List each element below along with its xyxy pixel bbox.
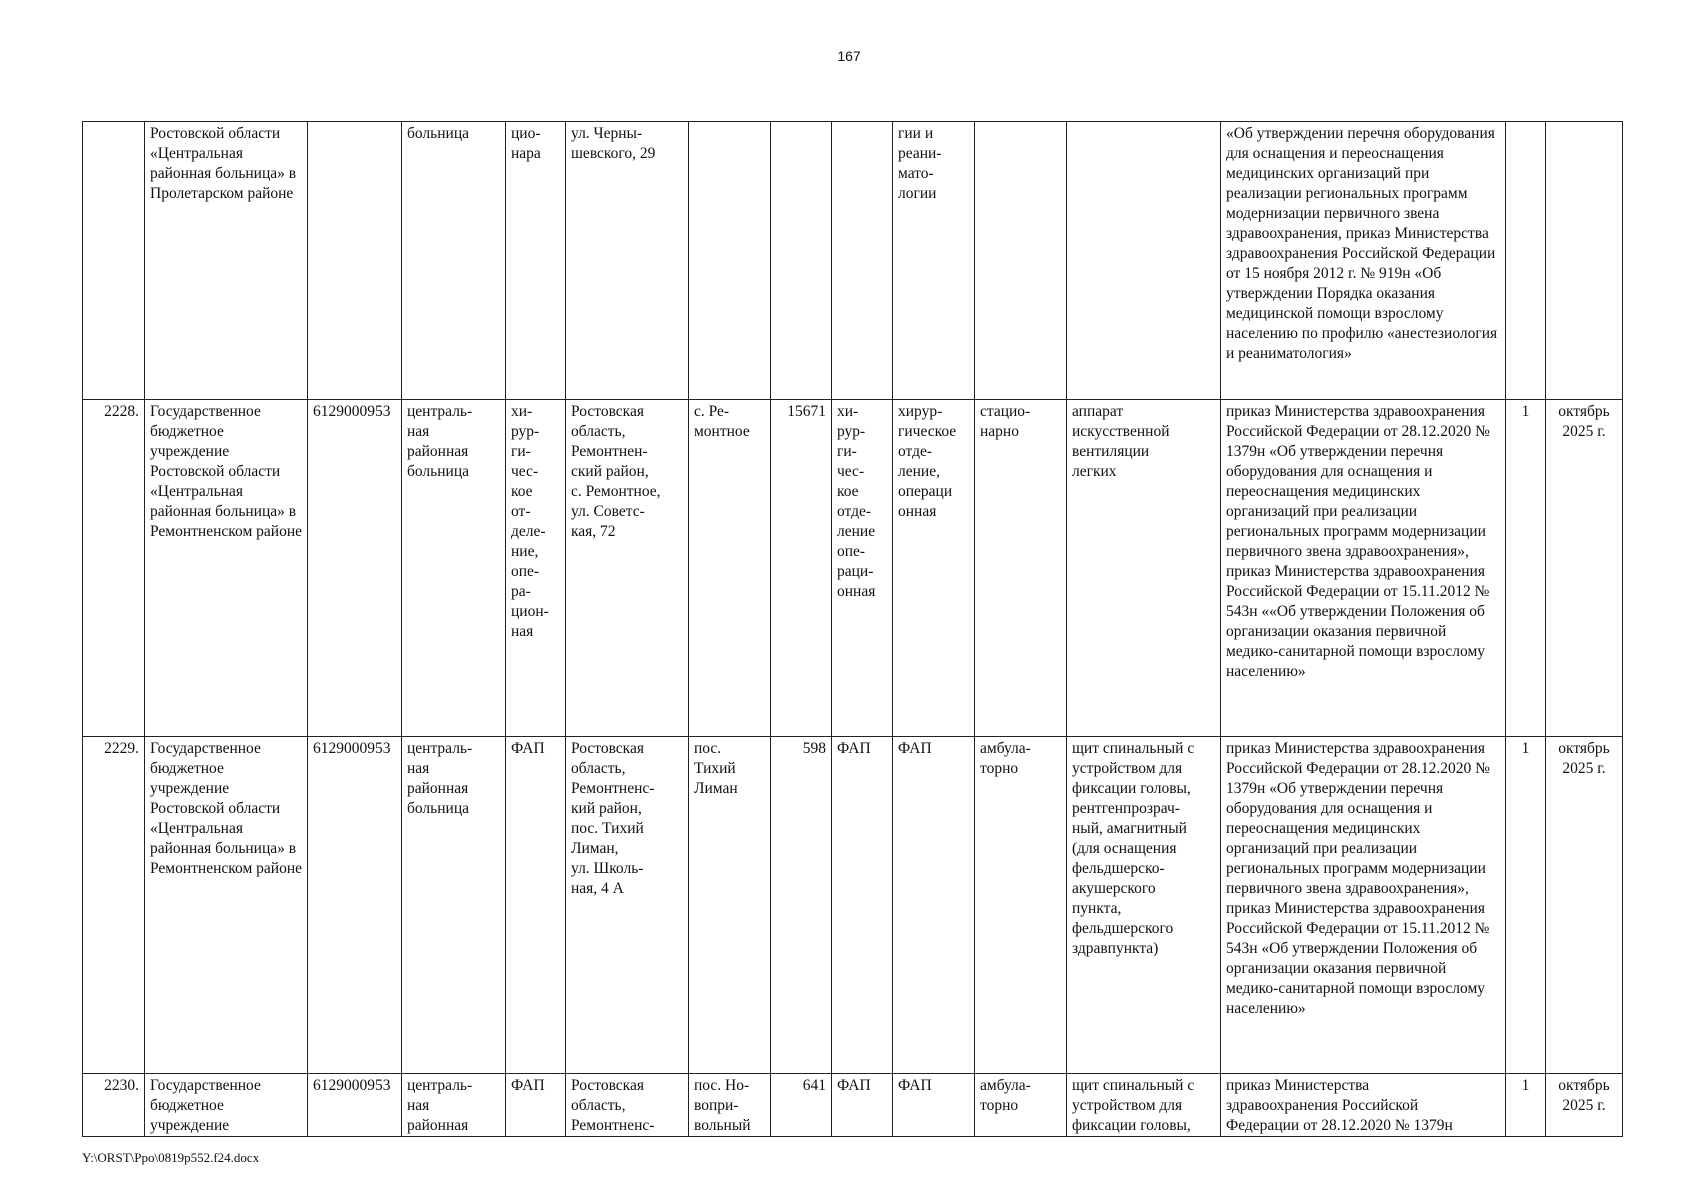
code: 641 [771,1074,832,1137]
department: цио- нара [506,122,566,400]
table-row [83,122,1623,400]
care-mode: амбула- торно [975,737,1067,1074]
profile: хирур- гическое отде- ление, операци онная [893,400,975,737]
deadline: октябрь 2025 г. [1546,400,1623,737]
code: 15671 [771,400,832,737]
organization-name: Ростовской области «Центральная районная больница» в Пролетарском районе [145,122,308,400]
locality: пос. Тихий Лиман [689,737,771,1074]
facility-type: централь- ная районная больница [402,737,506,1074]
quantity: 1 [1506,400,1546,737]
inn: 6129000953 [308,737,402,1074]
equipment: аппарат искусственной вентиляции легких [1067,400,1221,737]
footer-file-path: Y:\ORST\Ppo\0819p552.f24.docx [82,1150,260,1165]
unit: ФАП [832,737,893,1074]
legal-basis: приказ Министерства здравоохранения Российской Федерации от 28.12.2020 № 1379н [1221,1074,1506,1137]
facility-type: централь- ная районная больница [402,400,506,737]
table-row [83,737,1623,1074]
facility-type: централь- ная районная [402,1074,506,1137]
deadline: октябрь 2025 г. [1546,1074,1623,1137]
quantity [1506,122,1546,400]
table-row [83,400,1623,737]
deadline: октябрь 2025 г. [1546,737,1623,1074]
department: ФАП [506,737,566,1074]
organization-name: Государственное бюджетное учреждение Ростовской области «Центральная районная больница» в Ремонтненском районе [145,737,308,1074]
row-number [83,122,145,400]
department: ФАП [506,1074,566,1137]
care-mode: стацио- нарно [975,400,1067,737]
locality [689,122,771,400]
equipment [1067,122,1221,400]
legal-basis: «Об утверждении перечня оборудования для оснащения и переоснащения медицинских организаций при реализации региональных программ модернизации первичного звена здравоохранения, приказ Министерства здравоохранения Российской Федерации от 15 ноября 2012 г. № 919н «Об утверждении Порядка оказания медицинской помощи взрослому населению по профилю «анестезиология и реаниматология» [1221,122,1506,400]
profile: ФАП [893,1074,975,1137]
unit: хи- рур- ги- чес- кое отде- ление опе- раци- онная [832,400,893,737]
locality: с. Ре- монтное [689,400,771,737]
unit [832,122,893,400]
page-number: 167 [837,48,861,64]
quantity: 1 [1506,1074,1546,1137]
deadline [1546,122,1623,400]
table-row [83,1074,1623,1137]
profile: ФАП [893,737,975,1074]
facility-type: больница [402,122,506,400]
quantity: 1 [1506,737,1546,1074]
department: хи- рур- ги- чес- кое от- деле- ние, опе- ра- цион- ная [506,400,566,737]
row-number: 2230. [83,1074,145,1137]
legal-basis: приказ Министерства здравоохранения Российской Федерации от 28.12.2020 № 1379н «Об утверждении перечня оборудования для оснащения и переоснащения медицинских организаций при реализации региональных программ модернизации первичного звена здравоохранения», приказ Министерства здравоохранения Российской Федерации от 15.11.2012 № 543н ««Об утверждении Положения об организации оказания первичной медико-санитарной помощи взрослому населению» [1221,400,1506,737]
care-mode [975,122,1067,400]
unit: ФАП [832,1074,893,1137]
organization-name: Государственное бюджетное учреждение Ростовской области «Центральная районная больница» в Ремонтненском районе [145,400,308,737]
code [771,122,832,400]
equipment: щит спинальный с устройством для фиксации головы, [1067,1074,1221,1137]
inn: 6129000953 [308,1074,402,1137]
equipment-registry-table [82,121,1623,1137]
organization-name: Государственное бюджетное учреждение [145,1074,308,1137]
equipment: щит спинальный с устройством для фиксации головы, рентгенпрозрач- ный, амагнитный (для оснащения фельдшерско- акушерского пункта, фельдшерского здравпункта) [1067,737,1221,1074]
address: Ростовская область, Ремонтнен- ский район, с. Ремонтное, ул. Советс- кая, 72 [566,400,689,737]
inn: 6129000953 [308,400,402,737]
care-mode: амбула- торно [975,1074,1067,1137]
legal-basis: приказ Министерства здравоохранения Российской Федерации от 28.12.2020 № 1379н «Об утверждении перечня оборудования для оснащения и переоснащения медицинских организаций при реализации региональных программ модернизации первичного звена здравоохранения», приказ Министерства здравоохранения Российской Федерации от 15.11.2012 № 543н «Об утверждении Положения об организации оказания первичной медико-санитарной помощи взрослому населению» [1221,737,1506,1074]
row-number: 2228. [83,400,145,737]
locality: пос. Но- вопри- вольный [689,1074,771,1137]
address: Ростовская область, Ремонтненс- кий район, пос. Тихий Лиман, ул. Школь- ная, 4 А [566,737,689,1074]
profile: гии и реани- мато- логии [893,122,975,400]
address: ул. Черны- шевского, 29 [566,122,689,400]
code: 598 [771,737,832,1074]
address: Ростовская область, Ремонтненс- [566,1074,689,1137]
inn [308,122,402,400]
row-number: 2229. [83,737,145,1074]
